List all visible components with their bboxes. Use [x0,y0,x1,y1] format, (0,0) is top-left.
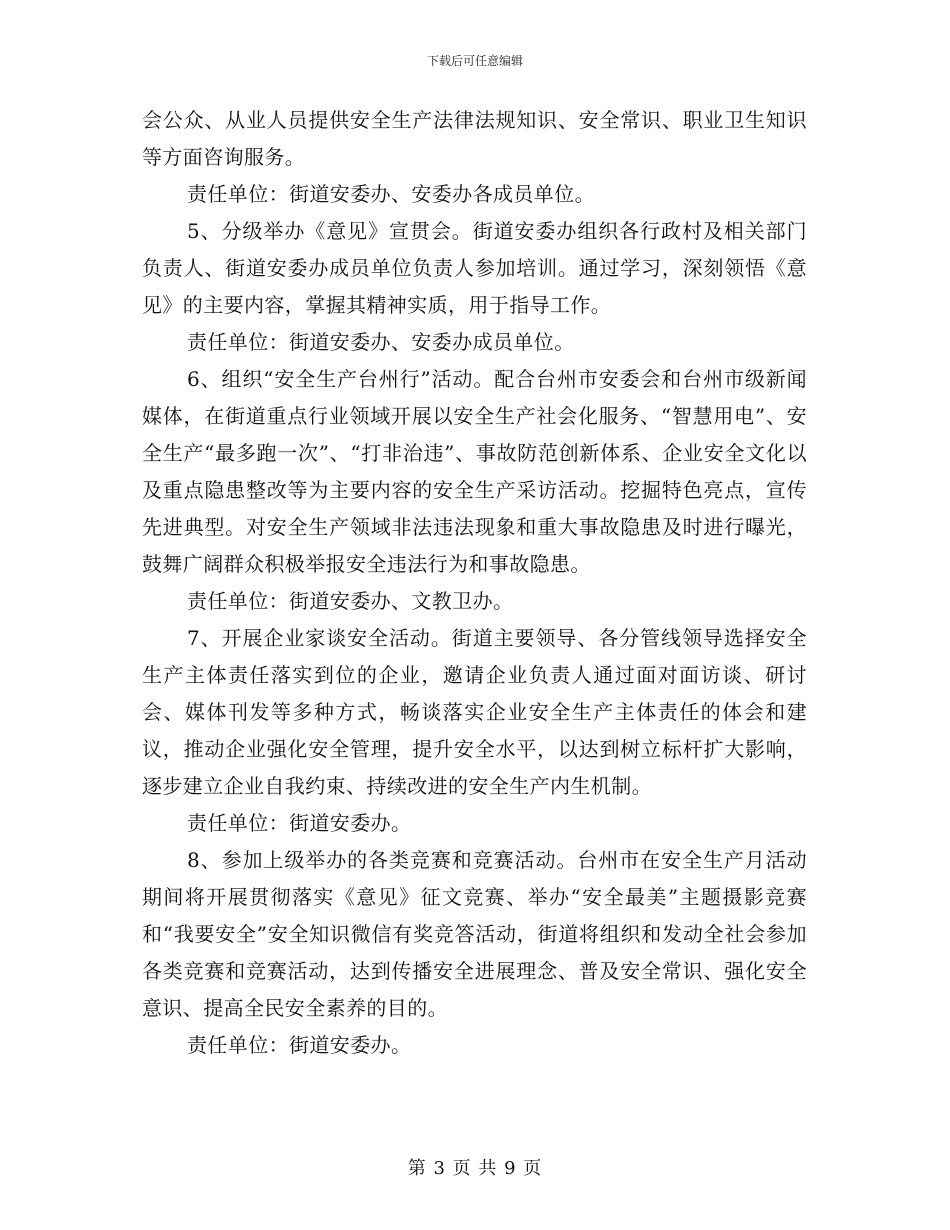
page-number-footer: 第 3 页 共 9 页 [407,1158,543,1179]
paragraph: 会公众、从业人员提供安全生产法律法规知识、安全常识、职业卫生知识等方面咨询服务。 [142,108,807,169]
document-body [142,102,807,1064]
paragraph-item-5: 5、分级举办《意见》宣贯会。街道安委办组织各行政村及相关部门负责人、街道安委办成员单位负责人参加培训。通过学习，深刻领悟《意见》的主要内容，掌握其精神实质，用于指导工作。 [142,219,807,317]
paragraph-responsible-unit: 责任单位：街道安委办、安委办各成员单位。 [187,182,595,206]
paragraph-responsible-unit: 责任单位：街道安委办。 [187,811,412,835]
paragraph-item-7: 7、开展企业家谈安全活动。街道主要领导、各分管线领导选择安全生产主体责任落实到位的企业，邀请企业负责人通过面对面访谈、研讨会、媒体刊发等多种方式，畅谈落实企业安全生产主体责任的体会和建议，推动企业强化安全管理，提升安全水平，以达到树立标杆扩大影响，逐步建立企业自我约束、持续改进的安全生产内生机制。 [142,626,807,798]
paragraph-responsible-unit: 责任单位：街道安委办、安委办成员单位。 [187,330,575,354]
paragraph-responsible-unit: 责任单位：街道安委办、文教卫办。 [187,589,514,613]
paragraph-item-6: 6、组织“安全生产台州行”活动。配合台州市安委会和台州市级新闻媒体，在街道重点行业领域开展以安全生产社会化服务、“智慧用电”、安全生产“最多跑一次”、“打非治违”、事故防范创新体系、企业安全文化以及重点隐患整改等为主要内容的安全生产采访活动。挖掘特色亮点，宣传先进典型。对安全生产领域非法违法现象和重大事故隐患及时进行曝光，鼓舞广阔群众积极举报安全违法行为和事故隐患。 [142,367,807,576]
paragraph-item-8: 8、参加上级举办的各类竞赛和竞赛活动。台州市在安全生产月活动期间将开展贯彻落实《意见》征文竞赛、举办“安全最美”主题摄影竞赛和“我要安全”安全知识微信有奖竞答活动，街道将组织和发动全社会参加各类竞赛和竞赛活动，达到传播安全进展理念、普及安全常识、强化安全意识、提高全民安全素养的目的。 [142,848,807,1020]
page-header: 下载后可任意编辑 [426,54,523,68]
paragraph-responsible-unit: 责任单位：街道安委办。 [187,1033,412,1057]
